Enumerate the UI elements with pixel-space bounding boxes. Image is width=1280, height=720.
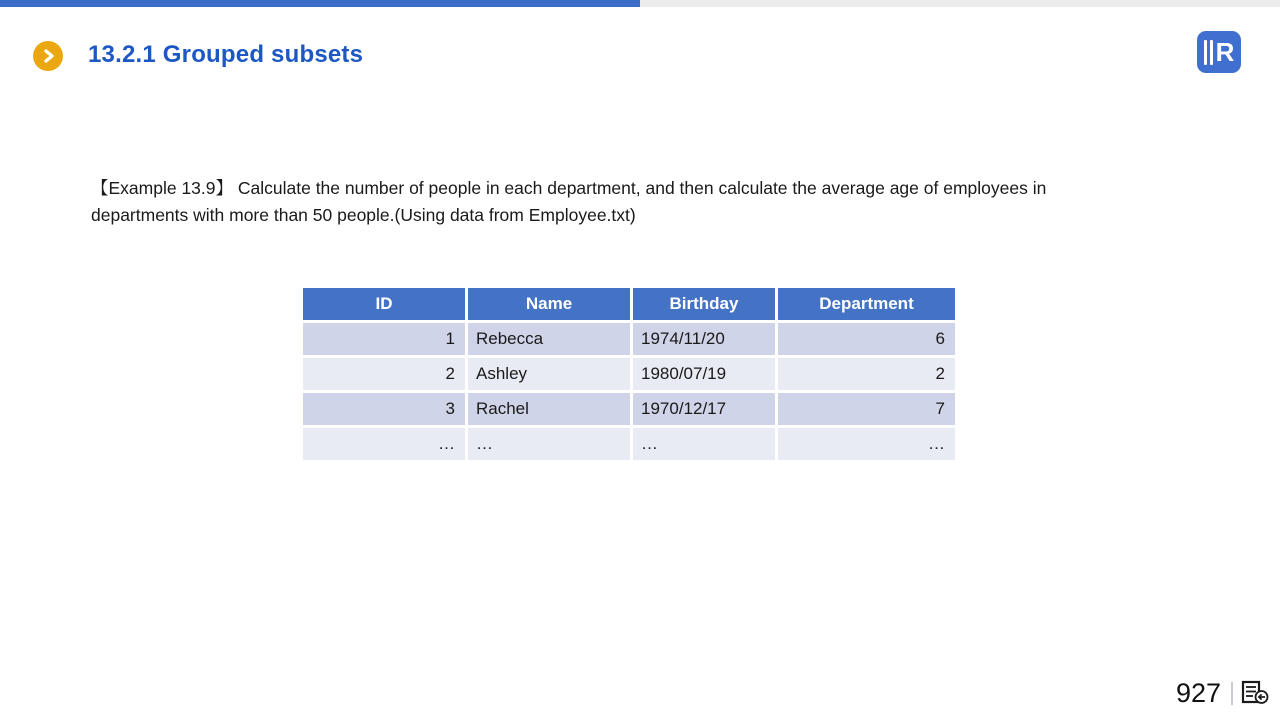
table-header-row xyxy=(303,288,955,320)
slide-footer xyxy=(1176,677,1269,709)
example-text-line-1: 【Example 13.9】 Calculate the number of people in each department, and then calculate the average age of employees in xyxy=(91,178,1047,198)
table-header-birthday: Birthday xyxy=(633,288,775,320)
cell-department: 2 xyxy=(778,358,955,390)
cell-department: 6 xyxy=(778,323,955,355)
footer-divider xyxy=(1231,682,1233,705)
cell-id: 1 xyxy=(303,323,465,355)
table-header-department: Department xyxy=(778,288,955,320)
publisher-logo xyxy=(1197,31,1241,73)
cell-birthday: 1974/11/20 xyxy=(633,323,775,355)
example-text xyxy=(91,175,1201,229)
table-row xyxy=(303,428,955,460)
table-row xyxy=(303,393,955,425)
cell-name: Rachel xyxy=(468,393,630,425)
cell-birthday: 1980/07/19 xyxy=(633,358,775,390)
top-bar-blue-segment xyxy=(0,0,640,7)
cell-id: … xyxy=(303,428,465,460)
table-header-id: ID xyxy=(303,288,465,320)
cell-name: Rebecca xyxy=(468,323,630,355)
page-title: 13.2.1 Grouped subsets xyxy=(88,41,364,68)
cell-name: Ashley xyxy=(468,358,630,390)
notes-history-icon xyxy=(1241,680,1269,706)
example-text-line-2: departments with more than 50 people.(Using data from Employee.txt) xyxy=(91,205,636,225)
cell-department: … xyxy=(778,428,955,460)
logo-bar xyxy=(1210,40,1213,65)
page-number: 927 xyxy=(1175,677,1221,708)
table-row xyxy=(303,323,955,355)
cell-birthday: … xyxy=(633,428,775,460)
cell-department: 7 xyxy=(778,393,955,425)
cell-id: 3 xyxy=(303,393,465,425)
cell-birthday: 1970/12/17 xyxy=(633,393,775,425)
top-bar-gray-segment xyxy=(640,0,1280,7)
cell-id: 2 xyxy=(303,358,465,390)
table-header-name: Name xyxy=(468,288,630,320)
employee-table xyxy=(303,288,955,460)
logo-letter: R xyxy=(1215,37,1235,67)
chevron-right-icon xyxy=(33,41,63,71)
logo-bar xyxy=(1204,40,1207,65)
table-row xyxy=(303,358,955,390)
cell-name: … xyxy=(468,428,630,460)
